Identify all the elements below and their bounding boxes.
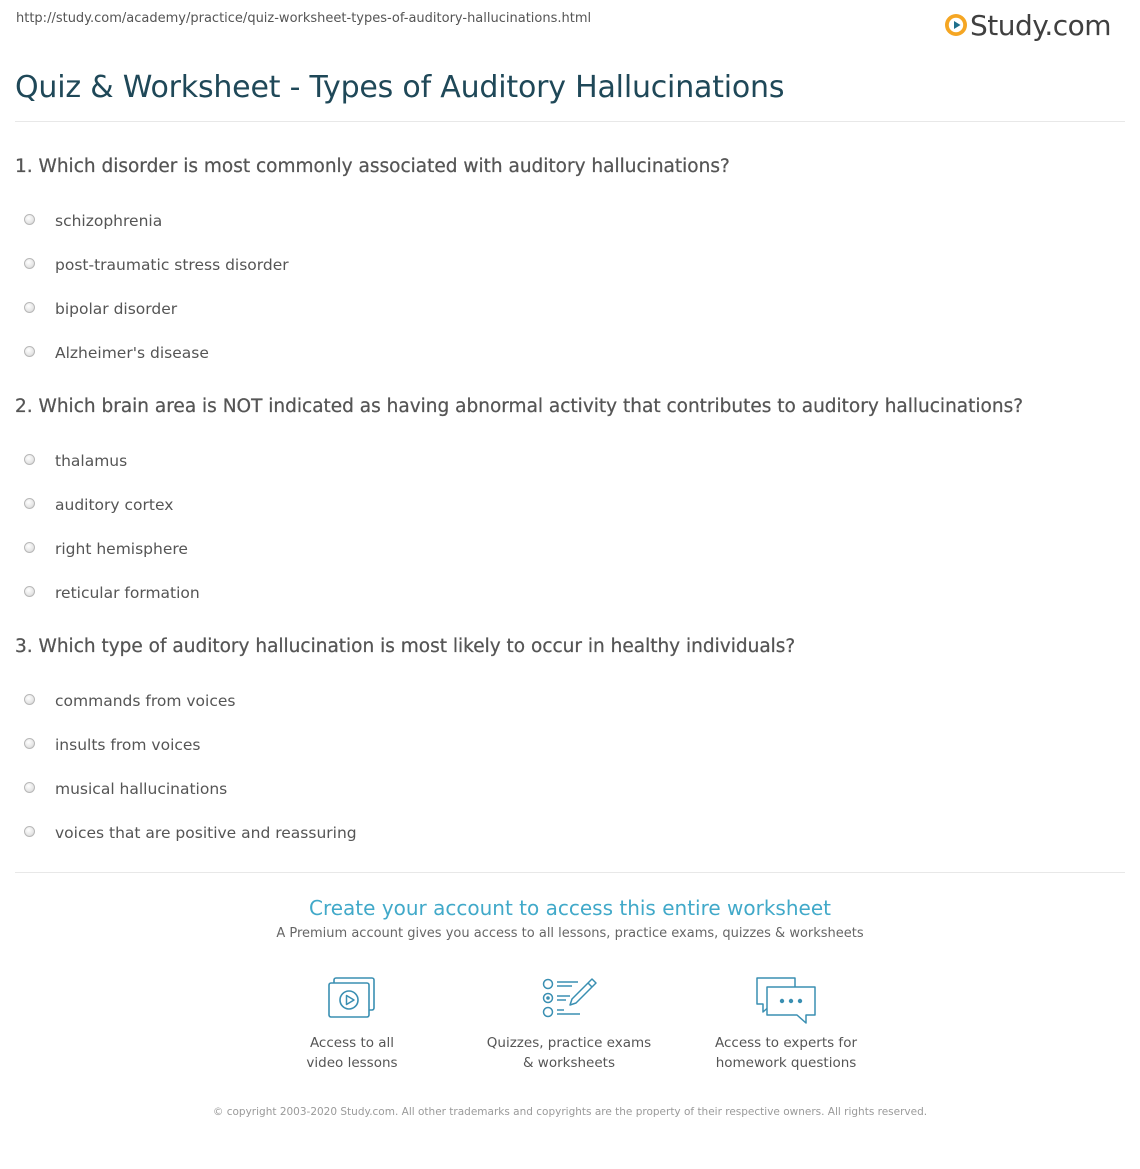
option-label: thalamus [55, 452, 128, 470]
page-url: http://study.com/academy/practice/quiz-worksheet-types-of-auditory-hallucinations.html [16, 11, 592, 26]
feature-label: Quizzes, practice exams & worksheets [486, 1035, 652, 1071]
option-label: Alzheimer's disease [55, 344, 209, 362]
answer-option[interactable] [15, 571, 1125, 615]
video-lessons-icon [326, 975, 378, 1021]
answer-options [15, 679, 1125, 855]
radio-button-icon[interactable] [24, 454, 35, 465]
radio-button-icon[interactable] [24, 258, 35, 269]
option-label: bipolar disorder [55, 300, 178, 318]
feature-experts [686, 975, 886, 1073]
radio-button-icon[interactable] [24, 214, 35, 225]
answer-option[interactable] [15, 811, 1125, 855]
option-label: insults from voices [55, 736, 201, 754]
cta-subtitle: A Premium account gives you access to all lessons, practice exams, quizzes & worksheets [276, 926, 864, 941]
radio-button-icon[interactable] [24, 694, 35, 705]
answer-option[interactable] [15, 527, 1125, 571]
radio-button-icon[interactable] [24, 542, 35, 553]
question-3 [15, 636, 1125, 867]
radio-button-icon[interactable] [24, 782, 35, 793]
page-title: Quiz & Worksheet - Types of Auditory Hallucinations [15, 70, 785, 105]
section-divider [15, 872, 1125, 873]
option-label: voices that are positive and reassuring [55, 824, 357, 842]
option-label: auditory cortex [55, 496, 174, 514]
radio-button-icon[interactable] [24, 586, 35, 597]
radio-button-icon[interactable] [24, 302, 35, 313]
answer-option[interactable] [15, 199, 1125, 243]
chat-bubbles-icon [754, 975, 818, 1025]
feature-label: Access to all video lessons [306, 1035, 398, 1071]
question-1 [15, 156, 1125, 387]
top-bar [0, 0, 1140, 50]
feature-video-lessons [252, 975, 452, 1073]
answer-options [15, 439, 1125, 615]
cta-link[interactable]: Create your account to access this entire worksheet [309, 896, 831, 920]
question-text: 2. Which brain area is NOT indicated as having abnormal activity that contributes to auditory hallucinations? [15, 396, 1024, 417]
radio-button-icon[interactable] [24, 738, 35, 749]
option-label: right hemisphere [55, 540, 188, 558]
answer-option[interactable] [15, 483, 1125, 527]
copyright-notice: © copyright 2003-2020 Study.com. All other trademarks and copyrights are the property of their respective owners. All rights reserved. [212, 1106, 928, 1118]
play-circle-icon [944, 13, 968, 37]
option-label: schizophrenia [55, 212, 163, 230]
answer-options [15, 199, 1125, 375]
feature-quizzes [469, 975, 669, 1073]
answer-option[interactable] [15, 723, 1125, 767]
answer-option[interactable] [15, 439, 1125, 483]
answer-option[interactable] [15, 243, 1125, 287]
option-label: reticular formation [55, 584, 200, 602]
quiz-checklist-icon [540, 975, 598, 1021]
question-text: 1. Which disorder is most commonly associated with auditory hallucinations? [15, 156, 730, 177]
logo-text: Study.com [970, 8, 1112, 42]
option-label: post-traumatic stress disorder [55, 256, 289, 274]
answer-option[interactable] [15, 331, 1125, 375]
question-text: 3. Which type of auditory hallucination is most likely to occur in healthy individuals? [15, 636, 796, 657]
option-label: commands from voices [55, 692, 236, 710]
answer-option[interactable] [15, 767, 1125, 811]
feature-list [0, 975, 1140, 1075]
radio-button-icon[interactable] [24, 826, 35, 837]
option-label: musical hallucinations [55, 780, 228, 798]
radio-button-icon[interactable] [24, 346, 35, 357]
feature-label: Access to experts for homework questions [714, 1035, 857, 1071]
signup-cta [0, 895, 1140, 943]
title-divider [15, 121, 1125, 122]
radio-button-icon[interactable] [24, 498, 35, 509]
question-2 [15, 396, 1125, 627]
answer-option[interactable] [15, 679, 1125, 723]
answer-option[interactable] [15, 287, 1125, 331]
study-logo[interactable] [944, 6, 1111, 44]
